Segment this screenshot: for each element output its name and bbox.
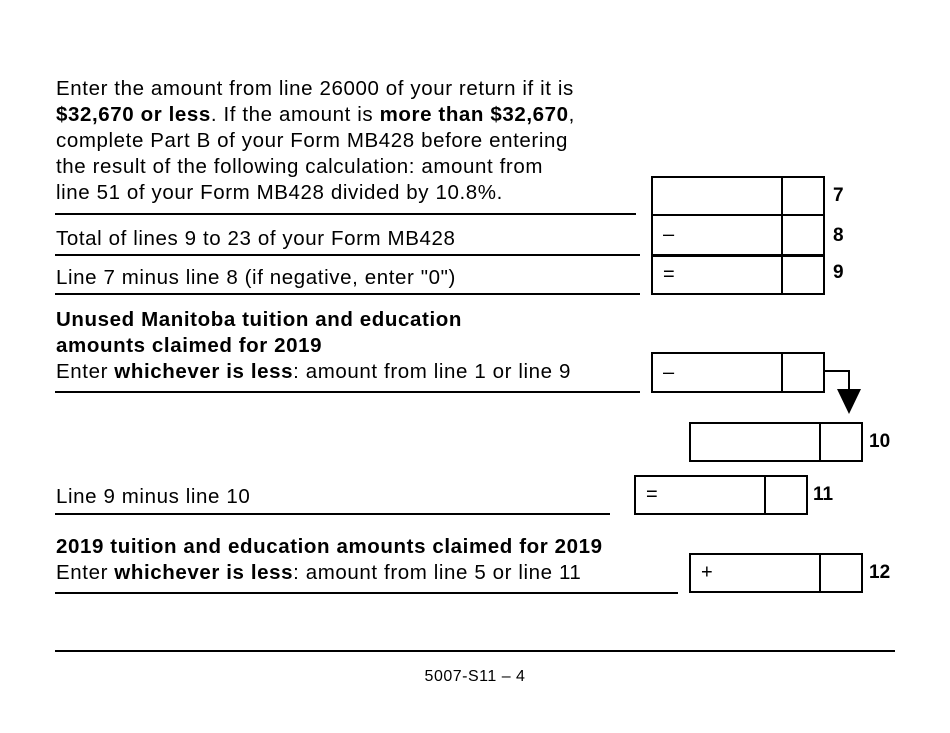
line-7-text-2b: , (568, 103, 575, 126)
line-7-bold-2: more than $32,670 (379, 103, 569, 126)
line-11-rule (55, 513, 610, 515)
current-enter-suffix: : amount from line 5 or line 11 (293, 561, 582, 584)
line-7-amount-field[interactable] (651, 176, 825, 216)
line-12-number: 12 (869, 562, 891, 583)
unused-rule (55, 391, 640, 393)
line-8-operator: – (663, 223, 675, 246)
unused-enter-suffix: : amount from line 1 or line 9 (293, 360, 571, 383)
line-10-cents-divider (819, 422, 821, 462)
line-12-cents-divider (819, 553, 821, 593)
current-year-section (56, 534, 603, 586)
unused-enter-bold: whichever is less (114, 360, 294, 383)
line-9-number: 9 (833, 262, 844, 283)
current-heading: 2019 tuition and education amounts claimed for 2019 (56, 535, 603, 558)
footer-rule (55, 650, 895, 652)
line-7-text-4: the result of the following calculation: amount from (56, 155, 543, 178)
line-11-label: Line 9 minus line 10 (56, 485, 251, 508)
current-enter-bold: whichever is less (114, 561, 294, 584)
unused-amounts-section (56, 307, 571, 385)
line-12-rule (55, 592, 678, 594)
carry-down-arrow-icon (822, 365, 872, 417)
line-11-cents-divider (764, 475, 766, 515)
line-12-operator: + (701, 561, 713, 584)
line-12-amount-field[interactable] (689, 553, 863, 593)
line-9-operator: = (663, 263, 675, 286)
line-8-amount-field[interactable] (651, 214, 825, 256)
line-10-amount-field[interactable] (689, 422, 863, 462)
current-enter-prefix: Enter (56, 561, 115, 584)
line-11-number: 11 (813, 484, 834, 505)
line-9-cents-divider (781, 255, 783, 295)
line-7-text-2a: . If the amount is (210, 103, 380, 126)
form-code: 5007-S11 – 4 (424, 668, 526, 685)
line-11-operator: = (646, 483, 658, 506)
line-7-text-3: complete Part B of your Form MB428 before entering (56, 129, 568, 152)
line-9-label: Line 7 minus line 8 (if negative, enter "0") (56, 266, 456, 289)
line-7-text-5: line 51 of your Form MB428 divided by 10.8%. (56, 181, 503, 204)
line-9-rule (55, 293, 640, 295)
line-7-rule (55, 213, 636, 215)
unused-heading-1: Unused Manitoba tuition and education (56, 308, 462, 331)
line-7-text-2 (56, 102, 575, 128)
unused-instruction (56, 359, 571, 385)
line-7-text-1: Enter the amount from line 26000 of your return if it is (56, 77, 574, 100)
line-7-cents-divider (781, 176, 783, 216)
unused-heading-2: amounts claimed for 2019 (56, 334, 323, 357)
current-instruction (56, 560, 603, 586)
line-8-number: 8 (833, 225, 844, 246)
line-11-amount-field[interactable] (634, 475, 808, 515)
line-9-amount-field[interactable] (651, 255, 825, 295)
line-7-number: 7 (833, 185, 844, 206)
line-7-paragraph (56, 76, 575, 206)
unused-cents-divider (781, 352, 783, 393)
unused-amount-field[interactable] (651, 352, 825, 393)
line-8-cents-divider (781, 214, 783, 256)
line-10-number: 10 (869, 431, 891, 452)
unused-enter-prefix: Enter (56, 360, 115, 383)
line-8-rule (55, 254, 640, 256)
line-8-label: Total of lines 9 to 23 of your Form MB428 (56, 227, 456, 250)
unused-operator: – (663, 361, 675, 383)
line-7-bold-1: $32,670 or less (56, 103, 211, 126)
